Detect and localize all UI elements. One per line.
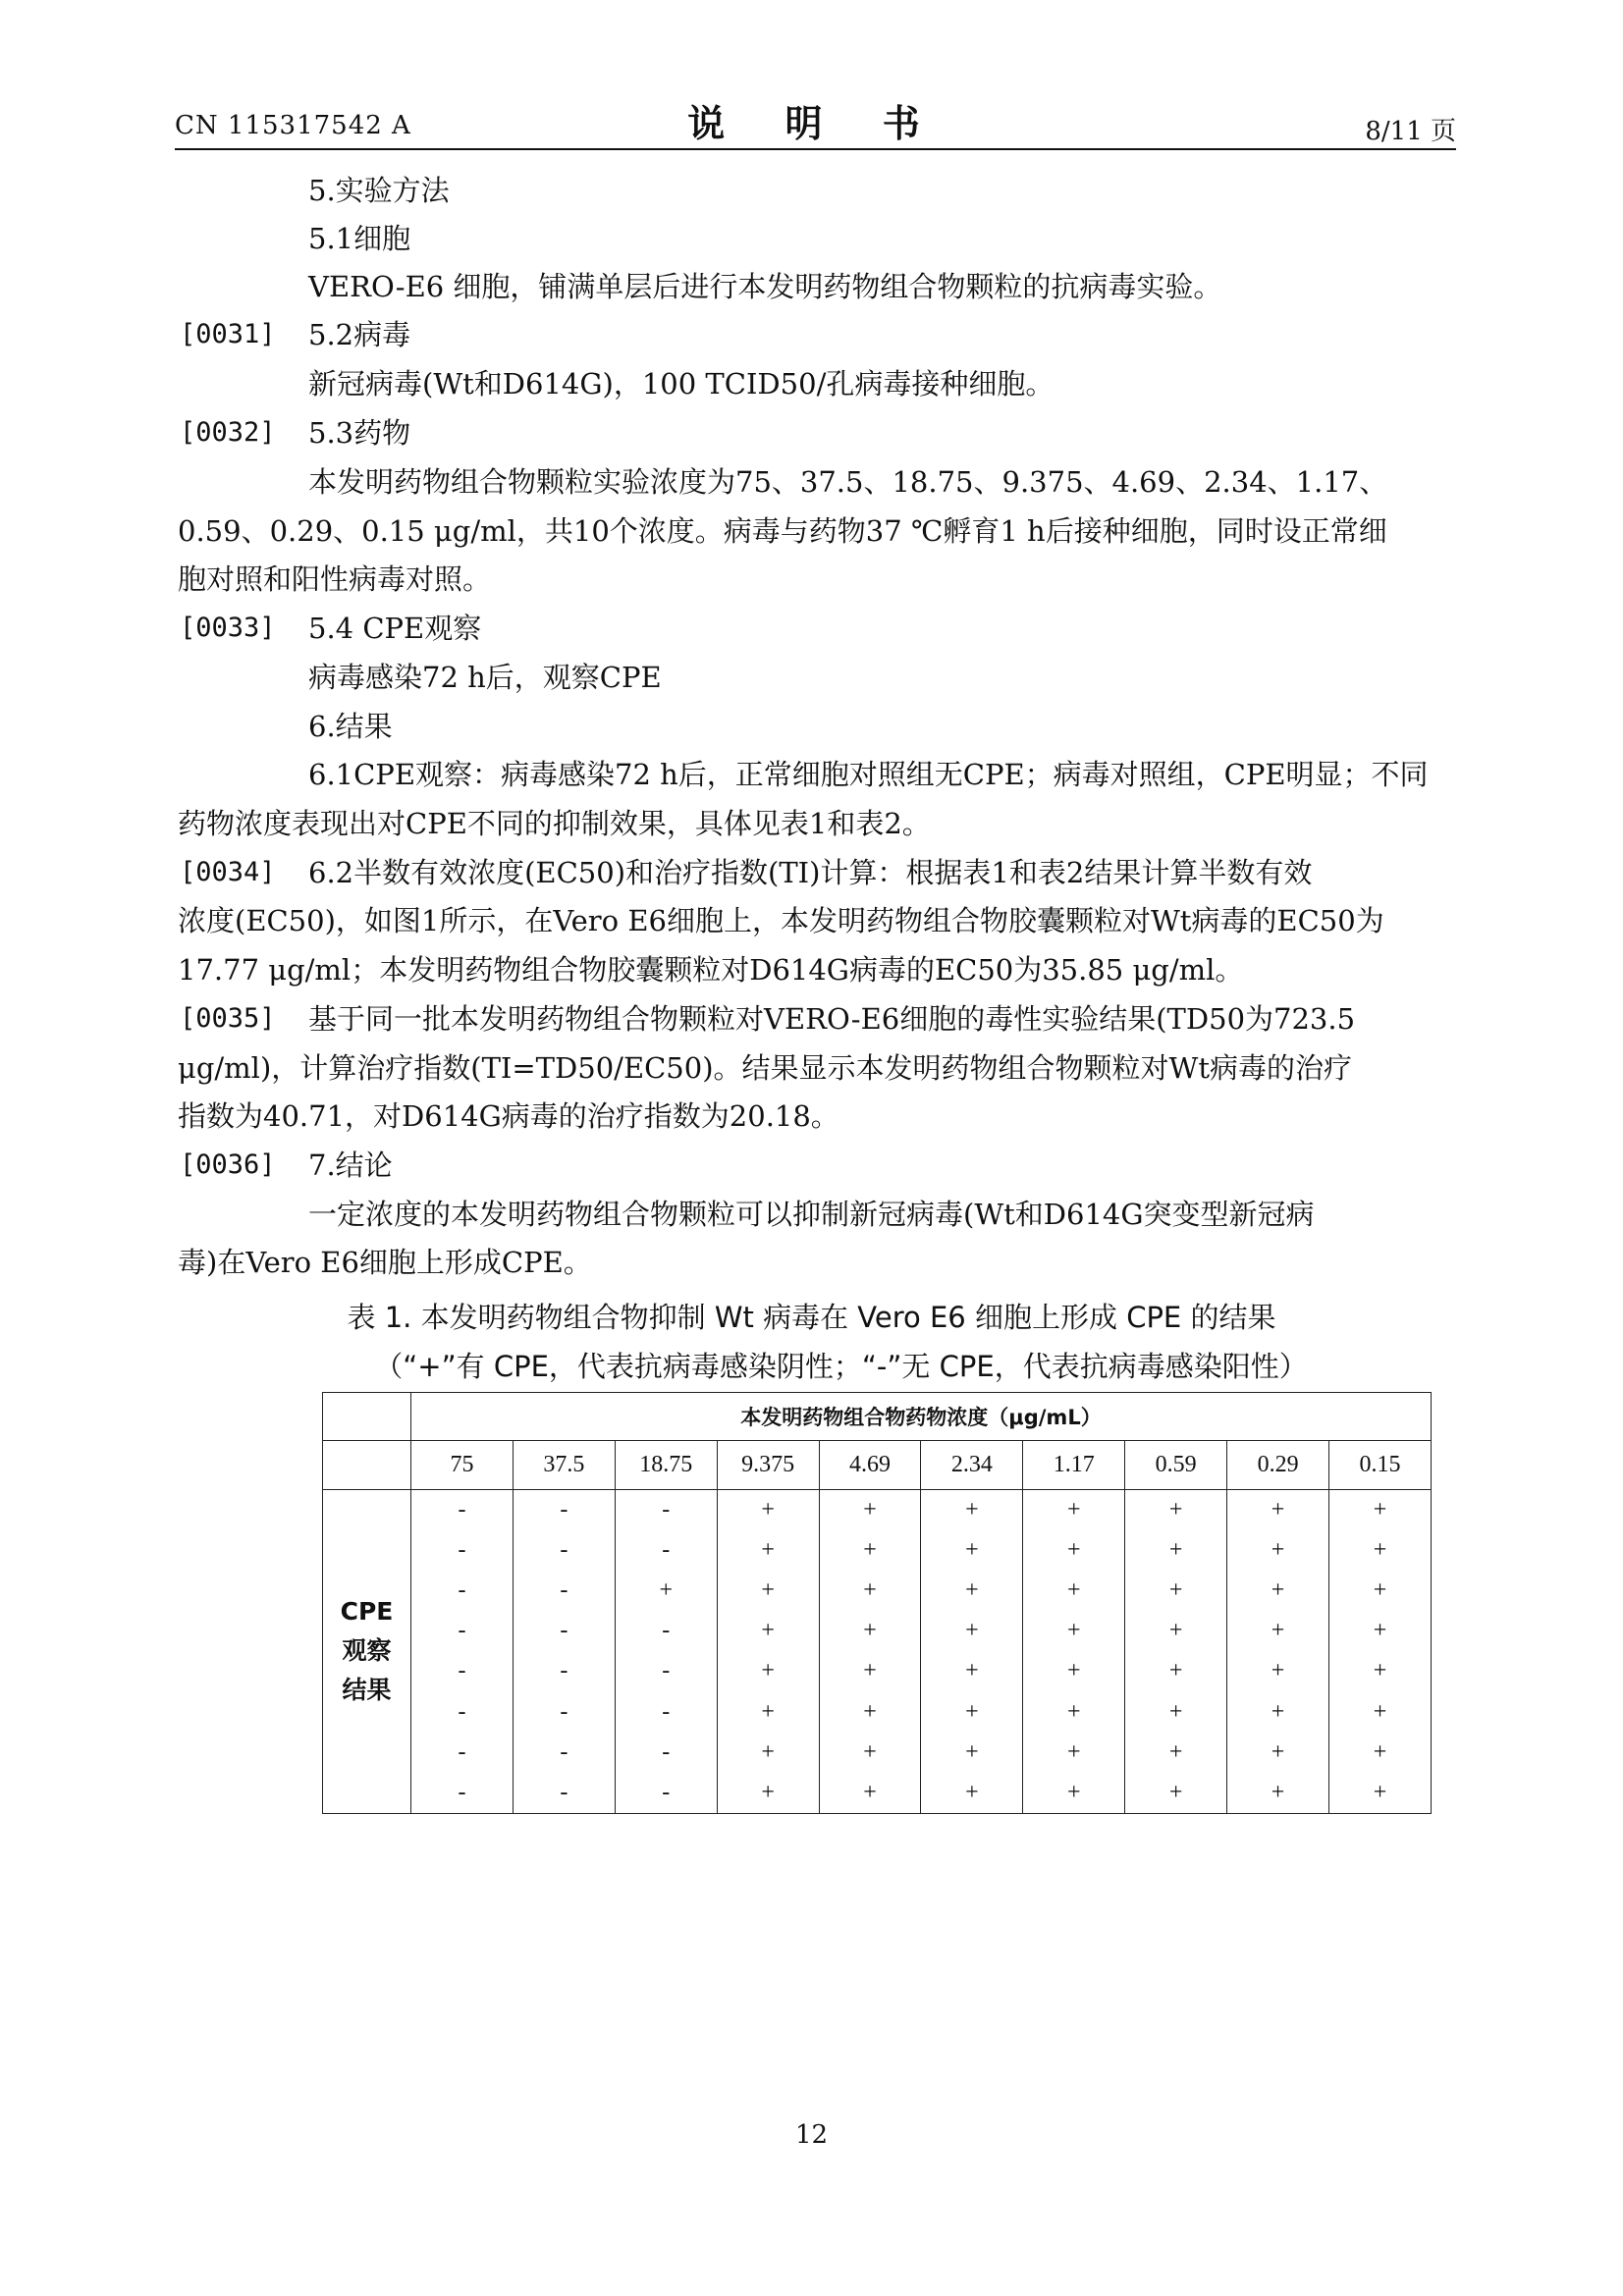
page-indicator: 8/11 页: [1365, 117, 1456, 146]
paragraph-number: [0032]: [180, 417, 276, 448]
paragraph-line: 本发明药物组合物颗粒实验浓度为75、37.5、18.75、9.375、4.69、2.34、1.17、: [308, 465, 1388, 499]
paragraph-line: 病毒感染72 h后，观察CPE: [308, 661, 662, 694]
cpe-result-cell: -: [411, 1651, 514, 1691]
concentration-cell: 0.15: [1329, 1441, 1432, 1489]
paragraph-line: 基于同一批本发明药物组合物颗粒对VERO-E6细胞的毒性实验结果(TD50为723.5: [308, 1002, 1356, 1036]
heading-virus: 5.2病毒: [308, 318, 411, 351]
cpe-result-cell: +: [1125, 1733, 1227, 1773]
cpe-result-cell: -: [411, 1611, 514, 1651]
cpe-result-cell: +: [717, 1571, 819, 1611]
concentration-cell: 0.29: [1227, 1441, 1329, 1489]
concentration-header: 本发明药物组合物药物浓度（μg/mL）: [411, 1393, 1432, 1441]
row-label-line: CPE: [340, 1597, 394, 1627]
concentration-cell: 4.69: [819, 1441, 921, 1489]
cpe-result-cell: +: [1125, 1489, 1227, 1529]
table-row: [323, 1692, 1432, 1733]
cpe-result-cell: +: [717, 1611, 819, 1651]
cpe-result-cell: +: [1329, 1692, 1432, 1733]
cpe-result-cell: +: [819, 1489, 921, 1529]
cpe-result-cell: +: [1329, 1733, 1432, 1773]
cpe-result-cell: +: [1227, 1773, 1329, 1813]
page-header: [175, 93, 1456, 147]
concentration-cell: 18.75: [615, 1441, 717, 1489]
cpe-result-cell: -: [513, 1692, 615, 1733]
cpe-result-cell: +: [717, 1733, 819, 1773]
paragraph-line: 0.59、0.29、0.15 μg/ml，共10个浓度。病毒与药物37 ℃孵育1 h后接种细胞，同时设正常细: [178, 514, 1387, 548]
cpe-result-cell: -: [615, 1692, 717, 1733]
cpe-result-cell: +: [819, 1773, 921, 1813]
cpe-result-cell: +: [1023, 1651, 1125, 1691]
paragraph-line: 17.77 μg/ml；本发明药物组合物胶囊颗粒对D614G病毒的EC50为35.85 μg/ml。: [178, 953, 1244, 987]
cpe-result-cell: +: [1329, 1571, 1432, 1611]
cpe-result-cell: +: [1125, 1773, 1227, 1813]
heading-methods: 5.实验方法: [308, 174, 450, 207]
paragraph-number: [0035]: [180, 1003, 276, 1034]
cpe-result-cell: -: [513, 1571, 615, 1611]
cpe-result-cell: +: [921, 1489, 1023, 1529]
cpe-result-cell: +: [819, 1571, 921, 1611]
table-row: [323, 1773, 1432, 1813]
cpe-result-cell: +: [819, 1733, 921, 1773]
table-corner-cell: [323, 1393, 411, 1441]
cpe-result-cell: -: [513, 1733, 615, 1773]
cpe-result-cell: +: [1125, 1571, 1227, 1611]
cpe-result-cell: -: [513, 1773, 615, 1813]
cpe-result-cell: +: [717, 1651, 819, 1691]
cpe-result-cell: +: [1125, 1692, 1227, 1733]
cpe-result-cell: +: [1023, 1773, 1125, 1813]
cpe-result-cell: +: [921, 1733, 1023, 1773]
heading-conclusion: 7.结论: [308, 1148, 393, 1182]
cpe-result-cell: +: [1125, 1651, 1227, 1691]
table-row: [323, 1733, 1432, 1773]
row-label-line: 观察: [342, 1636, 392, 1666]
heading-results: 6.结果: [308, 710, 393, 743]
cpe-result-cell: +: [1227, 1529, 1329, 1570]
table-row: [323, 1571, 1432, 1611]
cpe-result-cell: +: [921, 1773, 1023, 1813]
cpe-result-cell: -: [615, 1651, 717, 1691]
paragraph-number: [0036]: [180, 1149, 276, 1180]
paragraph-line: 药物浓度表现出对CPE不同的抑制效果，具体见表1和表2。: [178, 807, 931, 840]
cpe-result-cell: +: [1023, 1489, 1125, 1529]
paragraph-line: 浓度(EC50)，如图1所示，在Vero E6细胞上，本发明药物组合物胶囊颗粒对Wt病毒的EC50为: [178, 904, 1384, 937]
paragraph-line: VERO-E6 细胞，铺满单层后进行本发明药物组合物颗粒的抗病毒实验。: [308, 270, 1222, 303]
paragraph-number: [0031]: [180, 319, 276, 349]
concentration-cell: 1.17: [1023, 1441, 1125, 1489]
cpe-result-cell: +: [1125, 1611, 1227, 1651]
paragraph-line: 6.1CPE观察：病毒感染72 h后，正常细胞对照组无CPE；病毒对照组，CPE明显；不同: [308, 758, 1429, 791]
concentration-cell: 37.5: [513, 1441, 615, 1489]
cpe-result-cell: +: [921, 1571, 1023, 1611]
paragraph-number: [0033]: [180, 613, 276, 643]
page-title: 说 明 书: [687, 101, 944, 145]
cpe-result-cell: -: [411, 1529, 514, 1570]
cpe-result-cell: +: [819, 1692, 921, 1733]
cpe-result-cell: +: [1227, 1611, 1329, 1651]
paragraph-line: 毒)在Vero E6细胞上形成CPE。: [178, 1246, 592, 1279]
cpe-result-cell: +: [921, 1651, 1023, 1691]
cpe-result-cell: +: [1023, 1611, 1125, 1651]
cpe-result-cell: +: [1329, 1611, 1432, 1651]
cpe-result-cell: +: [1023, 1692, 1125, 1733]
cpe-result-cell: +: [1329, 1651, 1432, 1691]
paragraph-line: 指数为40.71，对D614G病毒的治疗指数为20.18。: [178, 1099, 839, 1133]
cpe-result-cell: +: [819, 1651, 921, 1691]
cpe-result-cell: -: [411, 1489, 514, 1529]
cpe-result-cell: -: [411, 1571, 514, 1611]
table-corner-cell: [323, 1441, 411, 1489]
heading-cells: 5.1细胞: [308, 222, 411, 255]
cpe-result-cell: +: [819, 1529, 921, 1570]
cpe-result-cell: -: [513, 1529, 615, 1570]
cpe-result-cell: +: [717, 1692, 819, 1733]
cpe-result-cell: -: [615, 1529, 717, 1570]
cpe-result-cell: -: [513, 1651, 615, 1691]
cpe-result-cell: +: [717, 1773, 819, 1813]
paragraph-line: 一定浓度的本发明药物组合物颗粒可以抑制新冠病毒(Wt和D614G突变型新冠病: [308, 1198, 1315, 1231]
cpe-result-cell: +: [921, 1692, 1023, 1733]
cpe-result-cell: +: [1023, 1733, 1125, 1773]
cpe-result-cell: +: [921, 1529, 1023, 1570]
cpe-result-cell: +: [1125, 1529, 1227, 1570]
cpe-result-cell: -: [615, 1733, 717, 1773]
header-divider: [175, 148, 1456, 150]
cpe-result-cell: +: [1227, 1489, 1329, 1529]
paragraph-line: 胞对照和阳性病毒对照。: [178, 562, 492, 596]
paragraph-line: 新冠病毒(Wt和D614G)，100 TCID50/孔病毒接种细胞。: [308, 367, 1055, 400]
cpe-result-cell: -: [411, 1692, 514, 1733]
cpe-result-cell: +: [1329, 1529, 1432, 1570]
cpe-result-cell: +: [717, 1529, 819, 1570]
cpe-result-cell: -: [411, 1733, 514, 1773]
cpe-result-cell: +: [615, 1571, 717, 1611]
cpe-result-cell: +: [1023, 1571, 1125, 1611]
table-row: [323, 1651, 1432, 1691]
concentration-cell: 2.34: [921, 1441, 1023, 1489]
cpe-result-cell: -: [615, 1773, 717, 1813]
row-label-cpe-result: [323, 1489, 411, 1813]
paragraph-number: [0034]: [180, 857, 276, 887]
row-label-line: 结果: [342, 1676, 392, 1705]
concentration-cell: 75: [411, 1441, 514, 1489]
table-row: [323, 1489, 1432, 1529]
table-row: [323, 1529, 1432, 1570]
paragraph-line: 6.2半数有效浓度(EC50)和治疗指数(TI)计算：根据表1和表2结果计算半数有效: [308, 856, 1313, 889]
cpe-result-cell: +: [1227, 1651, 1329, 1691]
heading-drug: 5.3药物: [308, 416, 411, 450]
table-caption: 表 1. 本发明药物组合物抑制 Wt 病毒在 Vero E6 细胞上形成 CPE 的结果: [347, 1301, 1276, 1334]
cpe-result-cell: +: [1023, 1529, 1125, 1570]
document-number: CN 115317542 A: [175, 111, 411, 140]
page-number: 12: [794, 2120, 829, 2150]
cpe-result-cell: +: [717, 1489, 819, 1529]
concentration-cell: 9.375: [717, 1441, 819, 1489]
table-note: （“+”有 CPE，代表抗病毒感染阴性；“-”无 CPE，代表抗病毒感染阳性）: [374, 1350, 1308, 1383]
concentration-cell: 0.59: [1125, 1441, 1227, 1489]
cpe-result-cell: -: [411, 1773, 514, 1813]
cpe-result-cell: +: [1227, 1692, 1329, 1733]
heading-cpe: 5.4 CPE观察: [308, 612, 482, 645]
cpe-result-cell: +: [1227, 1733, 1329, 1773]
cpe-result-cell: +: [1227, 1571, 1329, 1611]
table-row: [323, 1611, 1432, 1651]
paragraph-line: μg/ml)，计算治疗指数(TI=TD50/EC50)。结果显示本发明药物组合物颗粒对Wt病毒的治疗: [178, 1051, 1352, 1085]
cpe-result-cell: -: [513, 1489, 615, 1529]
cpe-result-cell: -: [615, 1611, 717, 1651]
cpe-result-cell: +: [819, 1611, 921, 1651]
cpe-result-cell: -: [513, 1611, 615, 1651]
cpe-result-cell: -: [615, 1489, 717, 1529]
cpe-result-cell: +: [1329, 1773, 1432, 1813]
cpe-result-cell: +: [921, 1611, 1023, 1651]
cpe-result-cell: +: [1329, 1489, 1432, 1529]
cpe-results-table: [322, 1392, 1432, 1814]
